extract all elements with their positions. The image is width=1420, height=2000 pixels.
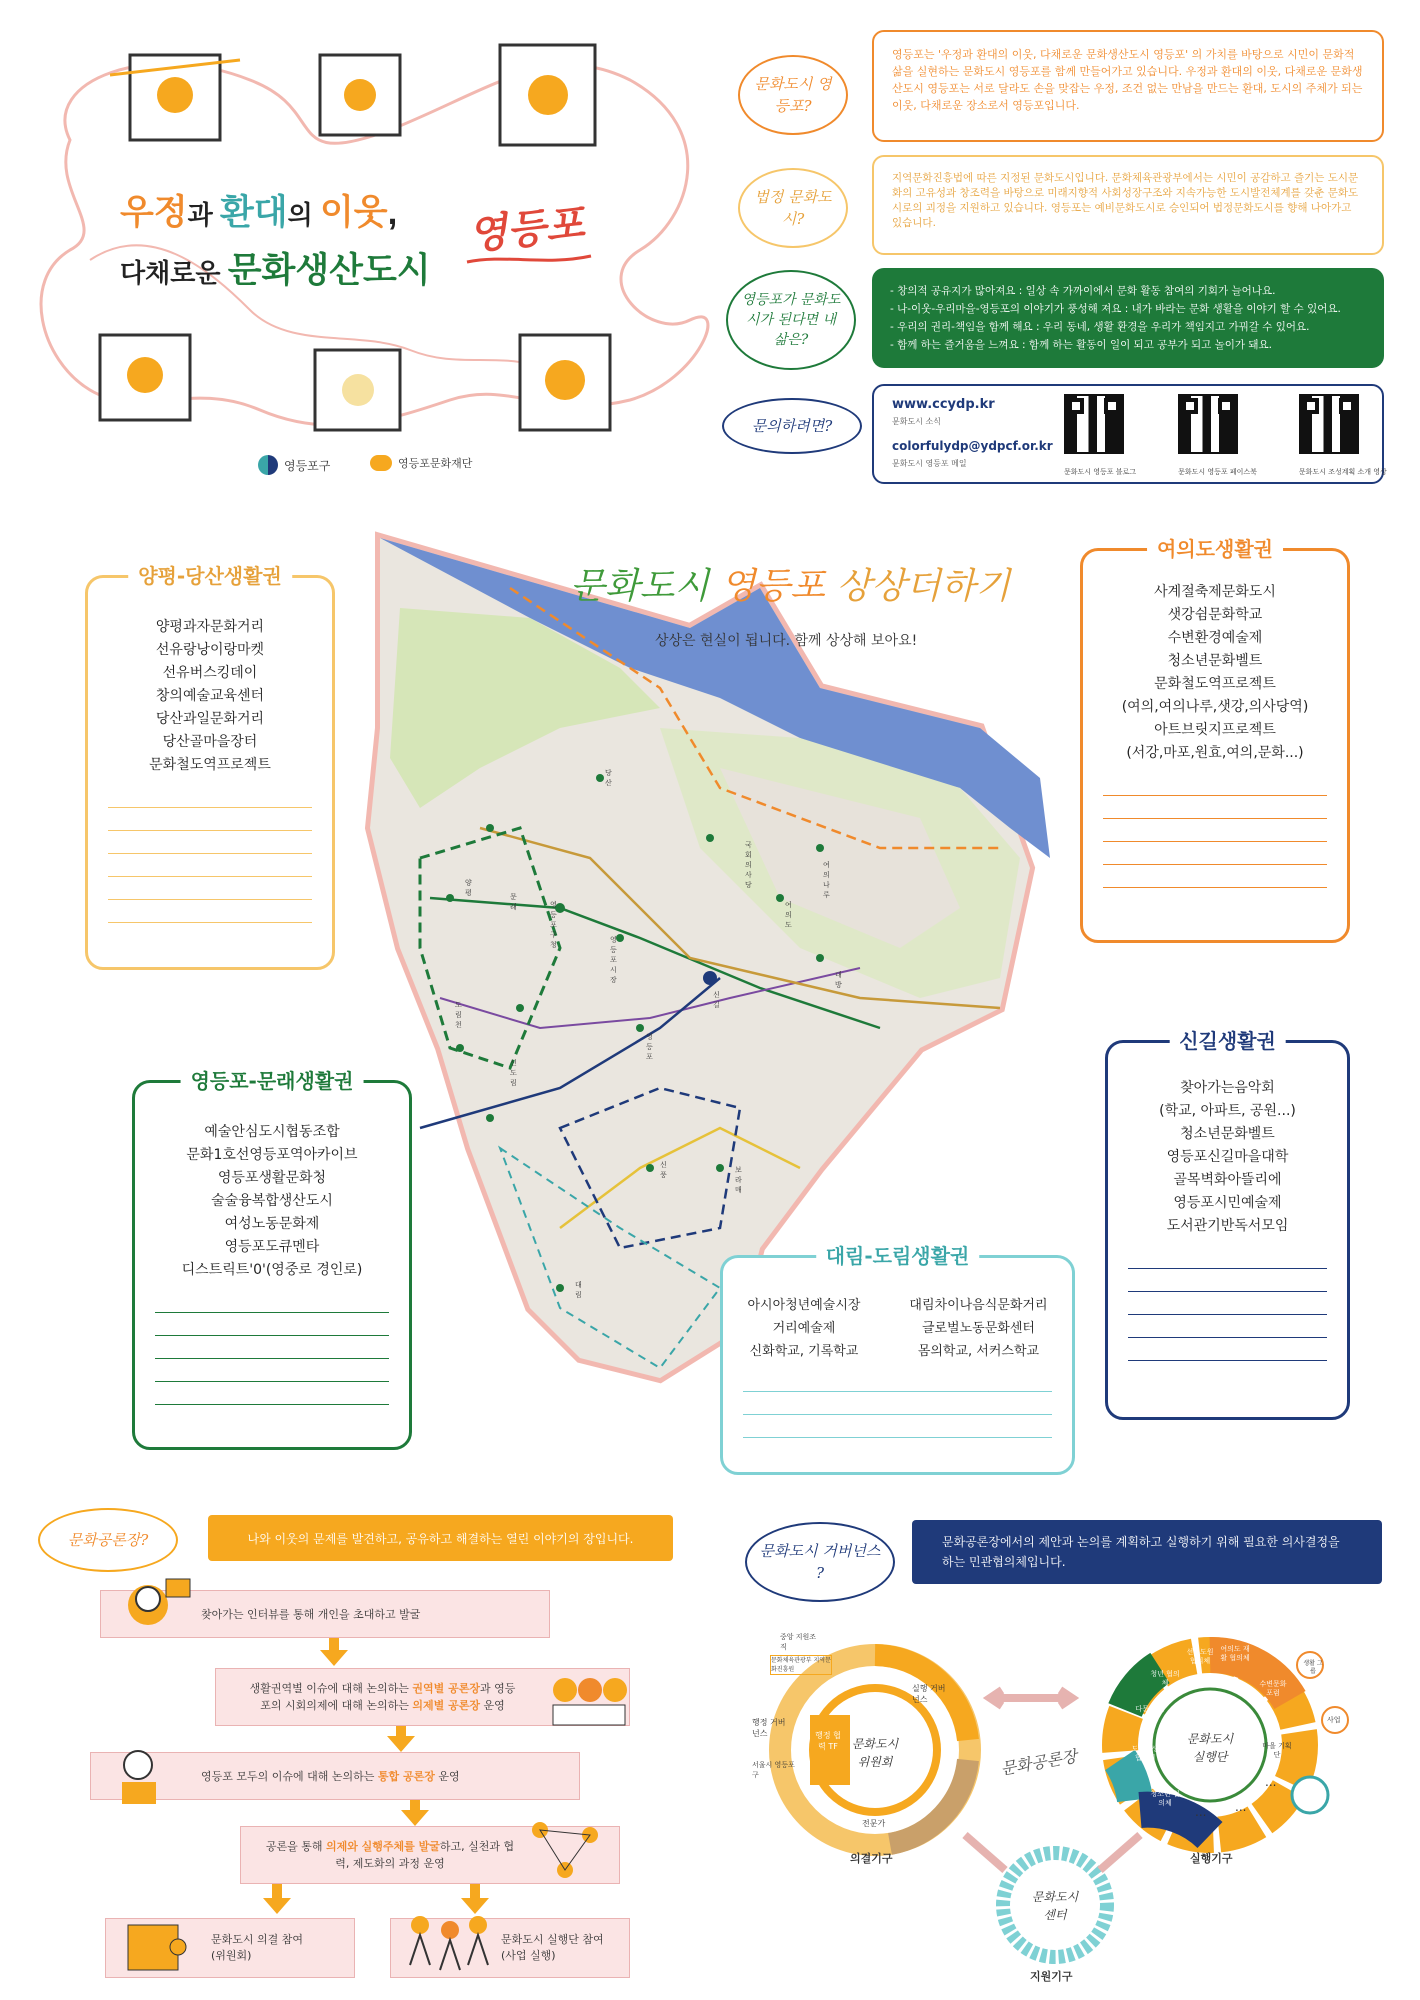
station-label: 영등포	[646, 1033, 653, 1061]
region-daerim-dorim	[720, 1244, 1075, 1475]
qr-group	[1064, 394, 1387, 481]
answer-box-1: 영등포는 '우정과 환대의 이웃, 다채로운 문화생산도시 영등포' 의 가치를 바탕으로 시민이 문화적 삶을 실현하는 문화도시 영등포를 함께 만들어가고 있습니다. 우정과 환대의 이웃, 다채로운 문화생산도시 영등포는 서로 달라도 손을 맞잡는 우정, 조건 없는 만남을 만드는 환대, 도시의 주체가 되는 이웃, 다채로운 장소로서 영등포입니다.	[872, 30, 1384, 142]
forum-answer: 나와 이웃의 문제를 발견하고, 공유하고 해결하는 열린 이야기의 장입니다.	[208, 1515, 673, 1561]
region-item: (여의,여의나루,샛강,의사당역)	[1121, 699, 1309, 715]
region-item: (학교, 아파트, 공원...)	[1159, 1103, 1296, 1119]
forum-step-1: 찾아가는 인터뷰를 통해 개인을 초대하고 발굴	[100, 1590, 550, 1638]
gov-right-label: ...	[1265, 1775, 1277, 1789]
region-columns	[723, 1294, 1072, 1363]
write-in-lines[interactable]	[723, 1369, 1072, 1438]
region-item: 영등포생활문화청	[217, 1170, 327, 1186]
region-column-left	[747, 1294, 860, 1363]
group-illustration	[545, 1660, 635, 1740]
region-item: 선유버스킹데이	[162, 665, 258, 681]
region-singil	[1105, 1029, 1350, 1420]
region-item: 당산골마을장터	[162, 734, 258, 750]
region-title: 대림-도림생활권	[816, 1240, 980, 1269]
flow-arrow-head	[263, 1898, 291, 1914]
qr-facebook[interactable]: 문화도시 영등포 페이스북	[1178, 394, 1257, 481]
title-line1: 우정과 환대의 이웃,	[120, 193, 398, 232]
gov-right-label: 도시재생 협의체	[1131, 1745, 1159, 1762]
station-label: 양평	[465, 879, 472, 897]
region-item: 도서관기반독서모임	[1166, 1218, 1289, 1234]
region-item: 당산과일문화거리	[155, 711, 265, 727]
station-label: 신도림	[510, 1059, 517, 1087]
region-title: 영등포-문래생활권	[181, 1065, 364, 1094]
gov-right-side: 생활 그룹	[1303, 1660, 1323, 1675]
step2-text: 생활권역별 이슈에 대해 논의하는 권역별 공론장과 영등포의 시회의제에 대해 논의하는 의제별 공론장 운영	[249, 1682, 516, 1712]
qr-video[interactable]: 문화도시 조성계획 소개 영상	[1299, 394, 1387, 481]
gov-right-label: 선유도원 협의체	[1186, 1648, 1214, 1665]
gov-left-label: 전문가	[862, 1819, 886, 1828]
gov-left-label: 행정 거버넌스	[752, 1718, 786, 1738]
region-item: 선유랑낭이랑마켓	[155, 642, 265, 658]
region-item: 사계절축제문화도시	[1154, 584, 1276, 600]
governance-answer: 문화공론장에서의 제안과 논의를 계획하고 실행하기 위해 필요한 의사결정을 하는 민관협의체입니다.	[912, 1520, 1382, 1584]
station-label: 대림	[575, 1281, 582, 1299]
puzzle-illustration	[118, 1915, 198, 1980]
region-item: 글로벌노동문화센터	[921, 1321, 1035, 1336]
region-item-list	[88, 616, 332, 777]
flow-arrow-head	[320, 1650, 348, 1666]
gov-right-label: ...	[1235, 1800, 1247, 1814]
region-item: 찾아가는음악회	[1180, 1080, 1275, 1096]
region-yeouido	[1080, 537, 1350, 943]
region-item: 디스트릭트'0'(영중로 경인로)	[181, 1262, 363, 1278]
gov-left-label: 서울시 영등포구	[752, 1761, 795, 1779]
contact-site-caption: 문화도시 소식	[892, 417, 941, 426]
station-label: 보라매	[735, 1166, 742, 1194]
region-item: 양평과자문화거리	[155, 619, 265, 635]
gov-middle-label: 문화공론장	[999, 1746, 1079, 1779]
region-item: 문화1호선영등포역아카이브	[186, 1147, 358, 1163]
gov-right-label: 마을 기획단	[1262, 1742, 1292, 1759]
contact-email-caption: 문화도시 영등포 메일	[892, 459, 967, 468]
governance-diagram	[740, 1620, 1390, 1990]
write-in-lines[interactable]	[88, 785, 332, 923]
region-item: 아트브릿지프로젝트	[1154, 722, 1276, 738]
region-item: 문화철도역프로젝트	[1154, 676, 1276, 692]
region-item-list	[135, 1121, 409, 1282]
gu-emblem-icon	[258, 455, 278, 475]
qr-code-icon	[1178, 394, 1238, 454]
region-item: 술술융복합생산도시	[211, 1193, 333, 1209]
region-item: (서강,마포,원효,여의,문화...)	[1126, 745, 1304, 761]
region-item: 문화철도역프로젝트	[149, 757, 271, 773]
gov-left-label: 문화체육관광부 지역문화진흥원	[771, 1657, 831, 1673]
region-item: 영등포시민예술제	[1173, 1195, 1282, 1211]
gov-support-center: 문화도시 센터	[1031, 1890, 1079, 1922]
foundation-emblem-icon	[370, 455, 392, 471]
region-item-list	[1108, 1077, 1347, 1238]
region-title: 여의도생활권	[1147, 533, 1283, 562]
region-item: 청소년문화벨트	[1167, 653, 1263, 669]
gov-right-label: ...	[1195, 1805, 1207, 1819]
gov-right-side: 사업	[1327, 1716, 1341, 1724]
region-item: 예술안심도시협동조합	[204, 1124, 340, 1140]
gov-right-label: 청소년 협의체	[1150, 1790, 1180, 1807]
benefit-line: - 나-이웃-우리마을-영등포의 이야기가 풍성해 져요 : 내가 바라는 문화 생활을 이야기 할 수 있어요.	[890, 303, 1341, 315]
bubble-q1: 문화도시 영등포?	[738, 55, 848, 135]
region-item: 수변환경예술제	[1167, 630, 1263, 646]
region-item: 골목벽화아뜰리에	[1173, 1172, 1282, 1188]
station-label: 문래	[510, 893, 517, 911]
network-illustration	[520, 1810, 610, 1890]
region-item: 몸의학교, 서커스학교	[917, 1344, 1040, 1359]
station-label: 신길	[713, 991, 720, 1009]
region-item: 여성노동문화제	[224, 1216, 320, 1232]
map-subtitle: 상상은 현실이 됩니다. 함께 상상해 보아요!	[655, 633, 918, 649]
station-label: 국회의사당	[745, 841, 752, 889]
forum-outcome-1: 문화도시 의결 참여 (위원회)	[105, 1918, 355, 1978]
qr-code-icon	[1064, 394, 1124, 454]
station-label: 신풍	[660, 1161, 667, 1179]
region-item: 영등포도큐멘타	[224, 1239, 320, 1255]
region-item: 아시아청년예술시장	[747, 1298, 861, 1313]
logo-yeongdeungpo-gu: 영등포구	[258, 455, 330, 475]
person-illustration	[118, 1575, 198, 1650]
step4-text: 공론을 통해 의제와 실행주체를 발굴하고, 실천과 협력, 제도화의 과정 운영	[265, 1840, 515, 1870]
brand-underline	[465, 250, 595, 270]
gov-right-label: 다문화 협의체	[1135, 1705, 1165, 1722]
benefit-line: - 함께 하는 즐거움을 느껴요 : 함께 하는 활동이 일이 되고 공부가 되고 놀이가 돼요.	[890, 339, 1272, 351]
gov-left-label: 행정 협력 TF	[815, 1731, 841, 1751]
map-title: 문화도시 영등포 상상더하기	[570, 566, 1011, 607]
station-label: 여의도	[785, 901, 792, 929]
station-label: 여의나루	[823, 861, 830, 899]
gov-support-caption: 지원기구	[1030, 1970, 1073, 1983]
region-title: 신길생활권	[1169, 1025, 1286, 1054]
region-item: 거리예술제	[772, 1321, 836, 1336]
gov-right-label: 여의도 재활 협의체	[1220, 1645, 1250, 1662]
station-label: 영등포구청	[550, 901, 557, 949]
gov-right-caption: 실행기구	[1190, 1852, 1233, 1865]
region-title: 양평-당산생활권	[128, 560, 292, 589]
bubble-governance: 문화도시 거버넌스 ?	[745, 1522, 895, 1602]
region-item-list	[1083, 581, 1347, 765]
bubble-q3: 영등포가 문화도시가 된다면 내 삶은?	[726, 270, 856, 370]
logo-cultural-foundation: 영등포문화재단	[370, 455, 472, 471]
region-yangpyeong-dangsan	[85, 564, 335, 970]
gov-left-center: 문화도시 위원회	[851, 1737, 899, 1769]
answer-box-2: 지역문화진흥법에 따른 지정된 문화도시입니다. 문화체육관광부에서는 시민이 공감하고 즐기는 도시문화의 고유성과 창조력을 바탕으로 미래지향적 사회성장구조와 지속가능한 도시발전체계를 갖춘 문화도시로의 괴정을 지원하고 있습니다. 영등포는 예비문화도시로 승인되어 법정문화도시를 향해 나아가고 있습니다.	[872, 155, 1384, 255]
station-label: 영등포시장	[610, 936, 617, 984]
main-title	[120, 185, 431, 301]
station-label: 대방	[835, 971, 842, 989]
gov-left-label: 실행 거버넌스	[912, 1684, 946, 1704]
benefit-line: - 창의적 공유지가 많아져요 : 일상 속 가까이에서 문화 활동 참여의 기회가 늘어나요.	[890, 285, 1276, 297]
qr-blog[interactable]: 문화도시 영등포 블로그	[1064, 394, 1136, 481]
qr-code-icon	[1299, 394, 1359, 454]
region-column-right	[909, 1294, 1047, 1363]
station-label: 도림천	[455, 1001, 462, 1029]
forum-outcome-2: 문화도시 실행단 참여 (사업 실행)	[390, 1918, 630, 1978]
region-item: 샛강쉼문화학교	[1167, 607, 1263, 623]
step3-text: 영등포 모두의 이슈에 대해 논의하는 통합 공론장 운영	[201, 1770, 460, 1783]
station-label: 당산	[605, 769, 612, 787]
flow-arrow-head	[387, 1736, 415, 1752]
region-item: 청소년문화벨트	[1180, 1126, 1275, 1142]
write-in-lines[interactable]	[135, 1290, 409, 1405]
gov-right-label: 청년 협의체	[1150, 1670, 1180, 1687]
region-yeongdeungpo-mullae	[132, 1069, 412, 1450]
region-item: 신화학교, 기록학교	[749, 1344, 859, 1359]
region-item: 대림차이나음식문화거리	[909, 1298, 1048, 1313]
title-line2: 다채로운 문화생산도시	[120, 251, 431, 290]
answer-box-3	[872, 268, 1384, 368]
gov-left-label: 중앙 지원조직	[780, 1633, 817, 1651]
bubble-q4: 문의하려면?	[722, 398, 862, 454]
gov-right-center: 문화도시 실행단	[1186, 1732, 1234, 1764]
contact-box	[872, 384, 1387, 484]
gov-left-caption: 의결기구	[850, 1852, 893, 1865]
region-item: 창의예술교육센터	[155, 688, 265, 704]
flow-arrow-head	[401, 1810, 429, 1826]
write-in-lines[interactable]	[1083, 773, 1347, 888]
dancers-illustration	[400, 1905, 495, 1980]
speaker-illustration	[108, 1740, 178, 1810]
bubble-q2: 법정 문화도시?	[738, 168, 848, 248]
contact-site[interactable]: www.ccydp.kr	[892, 397, 995, 412]
region-item: 영등포신길마을대학	[1166, 1149, 1289, 1165]
bubble-forum: 문화공론장?	[38, 1508, 178, 1572]
contact-email[interactable]: colorfulydp@ydpcf.or.kr	[892, 439, 1053, 453]
brand-word: 영등포	[466, 200, 587, 259]
gov-right-label: 수변문화 포럼	[1259, 1680, 1287, 1697]
benefit-line: - 우리의 권리-책임을 함께 해요 : 우리 동네, 생활 환경을 우리가 책임지고 가꿔갈 수 있어요.	[890, 321, 1310, 333]
write-in-lines[interactable]	[1108, 1246, 1347, 1361]
